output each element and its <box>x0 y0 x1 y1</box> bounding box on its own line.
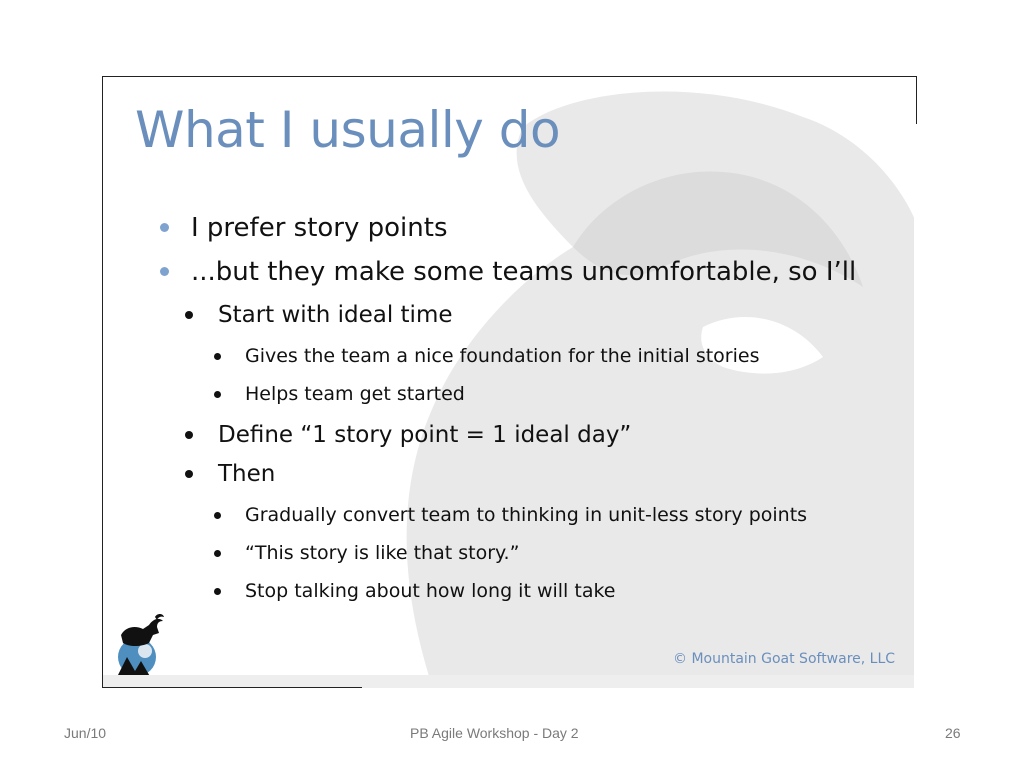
bullet-dot-icon <box>214 353 221 360</box>
bullet-item <box>218 461 275 487</box>
bullet-item <box>245 542 519 564</box>
slide-image <box>102 76 917 688</box>
bullet-text: ...but they make some teams uncomfortable, so I’ll <box>191 257 857 287</box>
footer-page-number: 26 <box>945 725 961 741</box>
bullet-item <box>218 302 453 328</box>
bullet-text: Gradually convert team to thinking in unit-less story points <box>245 504 808 526</box>
footer-title: PB Agile Workshop - Day 2 <box>410 725 579 741</box>
bullet-dot-icon <box>185 431 193 439</box>
bullet-text: Gives the team a nice foundation for the initial stories <box>245 345 760 367</box>
bullet-item <box>245 383 465 405</box>
bullet-item <box>245 580 615 602</box>
bullet-item <box>245 345 759 367</box>
bullet-text: Start with ideal time <box>218 302 453 328</box>
bullet-text: I prefer story points <box>191 213 448 243</box>
slide-frame-notch <box>914 124 918 688</box>
copyright-text: © Mountain Goat Software, LLC <box>673 651 896 667</box>
slide-title: What I usually do <box>135 101 561 159</box>
bullet-dot-icon <box>160 267 169 276</box>
bullet-dot-icon <box>214 550 221 557</box>
bullet-item <box>191 257 856 287</box>
bullet-dot-icon <box>214 391 221 398</box>
bullet-item <box>191 213 448 243</box>
bullet-text: Helps team get started <box>245 383 465 405</box>
bullet-dot-icon <box>214 588 221 595</box>
bullet-item <box>218 422 631 448</box>
bullet-text: Then <box>218 461 276 487</box>
bullet-text: Define “1 story point = 1 ideal day” <box>218 422 632 448</box>
bullet-dot-icon <box>160 223 169 232</box>
bullet-dot-icon <box>185 470 193 478</box>
bullet-item <box>245 504 807 526</box>
bullet-dot-icon <box>214 512 221 519</box>
bullet-text: Stop talking about how long it will take <box>245 580 616 602</box>
bullet-text: “This story is like that story.” <box>245 542 520 564</box>
bullet-dot-icon <box>185 311 193 319</box>
footer-date: Jun/10 <box>64 725 107 741</box>
slide-frame-line <box>102 687 362 688</box>
